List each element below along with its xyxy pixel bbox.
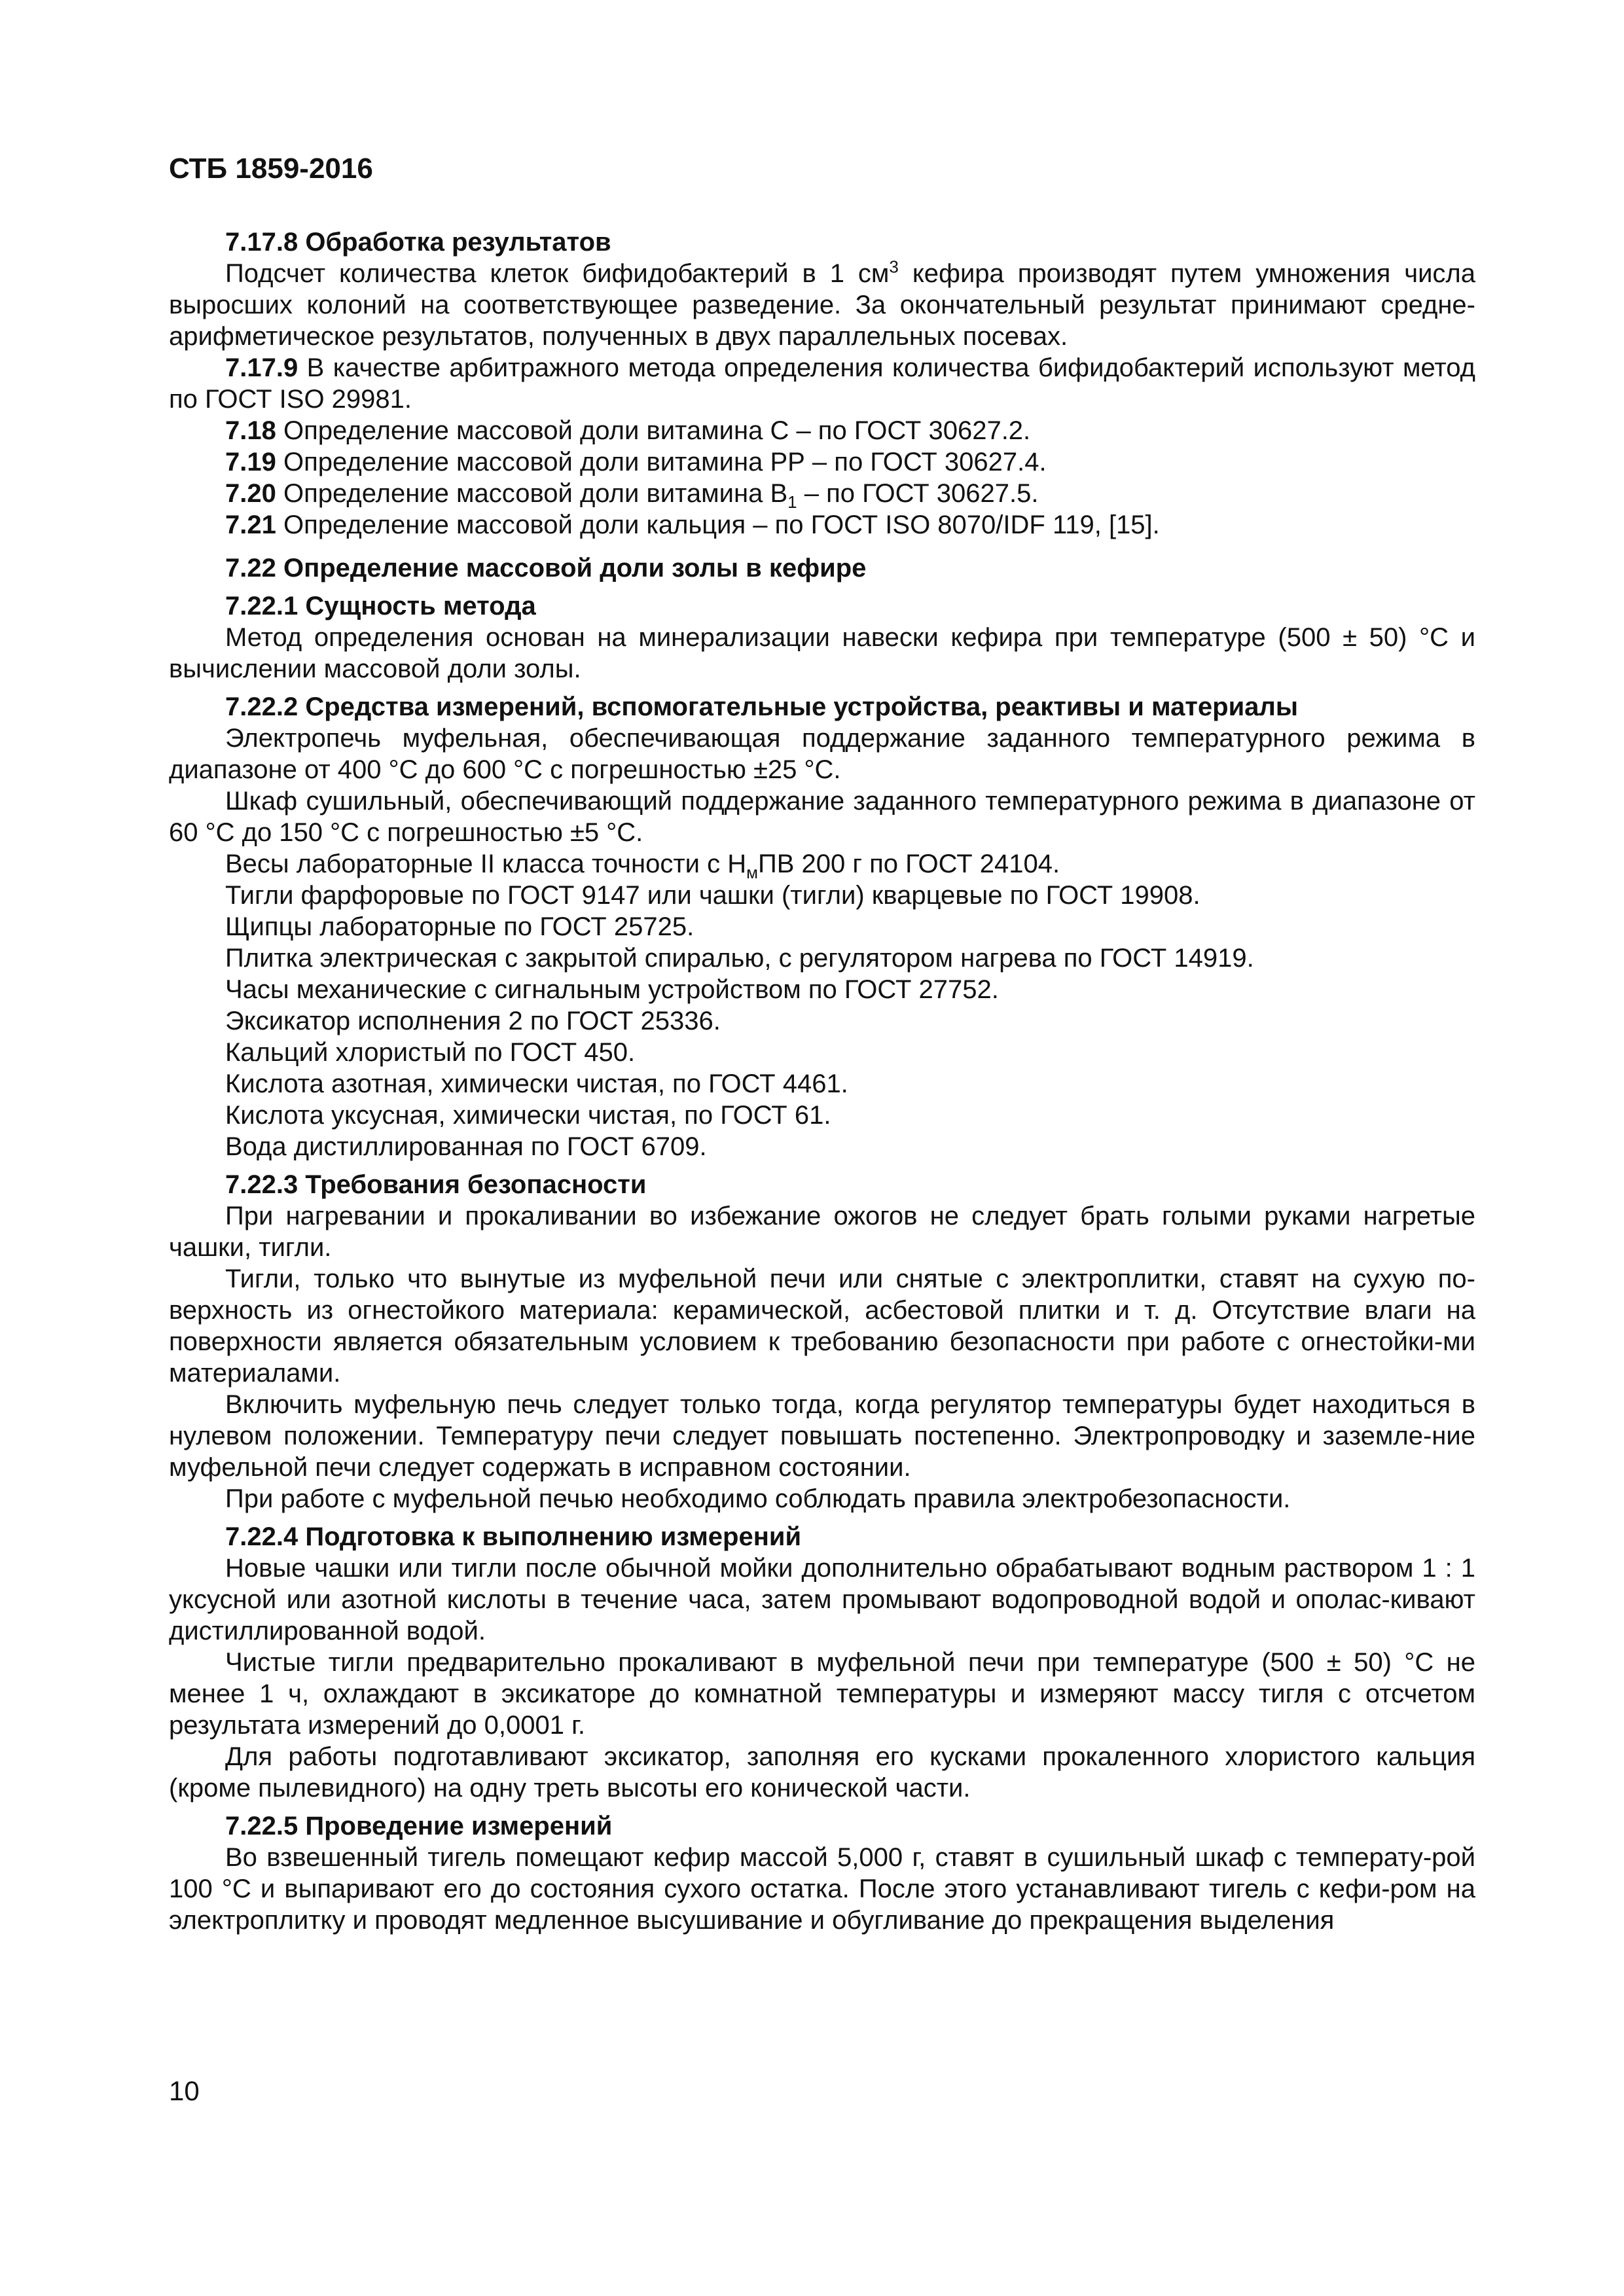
subscript: м bbox=[746, 863, 759, 882]
text-run: В качестве арбитражного метода определения количества бифидобактерий используют метод по ГОСТ ISO 29981. bbox=[169, 353, 1475, 414]
text-run: Весы лабораторные II класса точности с Н bbox=[225, 850, 747, 878]
list-item-hotplate: Плитка электрическая с закрытой спиралью, с регулятором нагрева по ГОСТ 14919. bbox=[225, 944, 1254, 973]
paragraph-7-21 bbox=[169, 509, 1475, 541]
list-item-calcium-chloride: Кальций хлористый по ГОСТ 450. bbox=[225, 1038, 636, 1067]
heading-7-22: 7.22 Определение массовой доли золы в кефире bbox=[225, 554, 867, 583]
text-run: кефира производят путем умножения числа выросших колоний на соответствующее разведение. За окончательный результат принимают средне-арифметическое результатов, полученных в двух параллельных посевах. bbox=[169, 259, 1476, 351]
clause-number: 7.17.9 bbox=[225, 353, 298, 382]
heading-7-22-4: 7.22.4 Подготовка к выполнению измерений bbox=[225, 1522, 802, 1551]
paragraph-7-22-4-1: Новые чашки или тигли после обычной мойки дополнительно обрабатывают водным раствором 1 : 1 уксусной или азотной кислоты в течение часа, затем промывают водопроводной водой и ополас-кивают дистиллированной водой. bbox=[169, 1554, 1475, 1645]
paragraph-7-22-5-1: Во взвешенный тигель помещают кефир массой 5,000 г, ставят в сушильный шкаф с температу-рой 100 °С и выпаривают его до состояния сухого остатка. После этого устанавливают тигель с кефи-ром на электроплитку и проводят медленное высушивание и обугливание до прекращения выделения bbox=[169, 1843, 1475, 1935]
clause-number: 7.20 bbox=[225, 479, 276, 508]
paragraph-7-20 bbox=[169, 478, 1475, 512]
list-item-nitric-acid: Кислота азотная, химически чистая, по ГОСТ 4461. bbox=[225, 1069, 848, 1098]
heading-7-17-8: 7.17.8 Обработка результатов bbox=[225, 228, 611, 257]
text-run: Определение массовой доли кальция – по ГОСТ ISO 8070/IDF 119, [15]. bbox=[276, 511, 1160, 539]
paragraph-7-22-3-1: При нагревании и прокаливании во избежание ожогов не следует брать голыми руками нагретые чашки, тигли. bbox=[169, 1202, 1475, 1262]
list-item-clock: Часы механические с сигнальным устройством по ГОСТ 27752. bbox=[225, 975, 999, 1004]
list-item-muffle-furnace: Электропечь муфельная, обеспечивающая поддержание заданного температурного режима в диапазоне от 400 °С до 600 °С с погрешностью ±25 °С. bbox=[169, 724, 1475, 784]
heading-7-22-5: 7.22.5 Проведение измерений bbox=[225, 1812, 613, 1840]
list-item-scales bbox=[169, 848, 1475, 880]
list-item-drying-cabinet: Шкаф сушильный, обеспечивающий поддержание заданного температурного режима в диапазоне от 60 °С до 150 °С с погрешностью ±5 °С. bbox=[169, 787, 1475, 847]
text-run: – по ГОСТ 30627.5. bbox=[797, 479, 1039, 508]
list-item-tongs: Щипцы лабораторные по ГОСТ 25725. bbox=[225, 912, 695, 941]
heading-7-22-3: 7.22.3 Требования безопасности bbox=[225, 1170, 647, 1199]
paragraph-7-22-3-2: Тигли, только что вынутые из муфельной печи или снятые с электроплитки, ставят на сухую по-верхность из огнестойкого материала: керамической, асбестовой плитки и т. д. Отсутствие влаги на поверхности является обязательным условием к требованию безопасности при работе с огнестойки-ми материалами. bbox=[169, 1265, 1475, 1388]
paragraph-7-22-3-4: При работе с муфельной печью необходимо соблюдать правила электробезопасности. bbox=[225, 1484, 1291, 1513]
clause-number: 7.21 bbox=[225, 511, 276, 539]
text-run: Определение массовой доли витамина РР – по ГОСТ 30627.4. bbox=[276, 448, 1047, 476]
paragraph-7-22-1: Метод определения основан на минерализации навески кефира при температуре (500 ± 50) °С и вычислении массовой доли золы. bbox=[169, 623, 1475, 683]
text-run: Определение массовой доли витамина С – по ГОСТ 30627.2. bbox=[276, 416, 1031, 445]
list-item-crucibles: Тигли фарфоровые по ГОСТ 9147 или чашки (тигли) кварцевые по ГОСТ 19908. bbox=[225, 881, 1200, 910]
clause-number: 7.18 bbox=[225, 416, 276, 445]
heading-7-22-1: 7.22.1 Сущность метода bbox=[225, 592, 536, 620]
paragraph-7-22-4-2: Чистые тигли предварительно прокаливают в муфельной печи при температуре (500 ± 50) °С не менее 1 ч, охлаждают в эксикаторе до комнатной температуры и измеряют массу тигля с отсчетом результата измерений до 0,0001 г. bbox=[169, 1648, 1475, 1740]
paragraph-7-22-4-3: Для работы подготавливают эксикатор, заполняя его кусками прокаленного хлористого кальция (кроме пылевидного) на одну треть высоты его конической части. bbox=[169, 1742, 1475, 1803]
subscript: 1 bbox=[787, 492, 797, 512]
heading-7-22-2: 7.22.2 Средства измерений, вспомогательные устройства, реактивы и материалы bbox=[225, 692, 1298, 721]
list-item-desiccator: Эксикатор исполнения 2 по ГОСТ 25336. bbox=[225, 1007, 721, 1035]
page-body bbox=[169, 226, 1475, 1936]
text-run: ПВ 200 г по ГОСТ 24104. bbox=[758, 850, 1060, 878]
list-item-acetic-acid: Кислота уксусная, химически чистая, по ГОСТ 61. bbox=[225, 1101, 831, 1130]
page-number: 10 bbox=[169, 2075, 200, 2106]
list-item-distilled-water: Вода дистиллированная по ГОСТ 6709. bbox=[225, 1132, 707, 1161]
paragraph-7-19 bbox=[169, 446, 1475, 478]
paragraph-7-18 bbox=[169, 415, 1475, 446]
text-run: Подсчет количества клеток бифидобактерий в 1 см bbox=[225, 259, 890, 288]
text-run: Определение массовой доли витамина В bbox=[276, 479, 788, 508]
superscript: 3 bbox=[889, 257, 899, 277]
paragraph-7-22-3-3: Включить муфельную печь следует только тогда, когда регулятор температуры будет находиться в нулевом положении. Температуру печи следует повышать постепенно. Электропроводку и заземле-ние муфельной печи следует содержать в исправном состоянии. bbox=[169, 1390, 1475, 1482]
document-code: СТБ 1859-2016 bbox=[169, 152, 373, 185]
paragraph-7-17-8 bbox=[169, 258, 1475, 352]
paragraph-7-17-9 bbox=[169, 352, 1475, 415]
clause-number: 7.19 bbox=[225, 448, 276, 476]
